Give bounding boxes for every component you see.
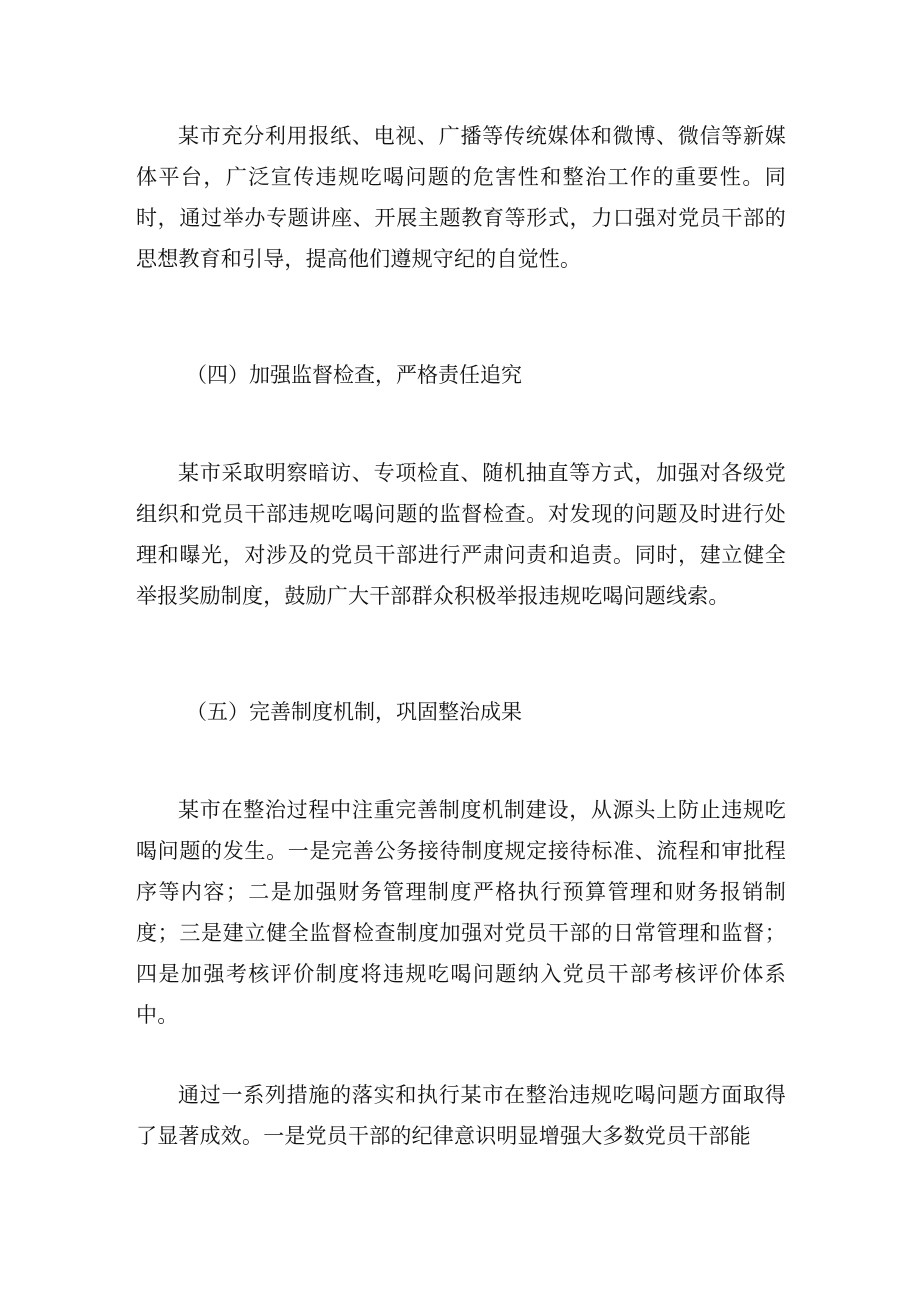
paragraph-media-publicity: 某市充分利用报纸、电视、广播等传统媒体和微博、微信等新媒体平台，广泛宣传违规吃喝问题的危害性和整治工作的重要性。同时，通过举办专题讲座、开展主题教育等形式，力口强对党员干部的思想教育和引导，提高他们遵规守纪的自觉性。 bbox=[136, 124, 786, 271]
section-heading-five: （五）完善制度机制，巩固整治成果 bbox=[186, 700, 522, 724]
paragraph-system-mechanism: 某市在整治过程中注重完善制度机制建设，从源头上防止违规吃喝问题的发生。一是完善公务接待制度规定接待标准、流程和审批程序等内容；二是加强财务管理制度严格执行预算管理和财务报销制度；三是建立健全监督检查制度加强对党员干部的日常管理和监督；四是加强考核评价制度将违规吃喝问题纳入党员干部考核评价体系中。 bbox=[136, 798, 786, 1027]
paragraph-supervision: 某市采取明察暗访、专项检直、随机抽直等方式，加强对各级党组织和党员干部违规吃喝问题的监督检查。对发现的问题及时进行处理和曝光，对涉及的党员干部进行严肃问责和追责。同时，建立健全举报奖励制度，鼓励广大干部群众积极举报违规吃喝问题线索。 bbox=[136, 461, 786, 608]
section-heading-four: （四）加强监督检查，严格责任追究 bbox=[186, 363, 522, 387]
paragraph-results: 通过一系列措施的落实和执行某市在整治违规吃喝问题方面取得了显著成效。一是党员干部的纪律意识明显增强大多数党员干部能 bbox=[136, 1083, 786, 1148]
